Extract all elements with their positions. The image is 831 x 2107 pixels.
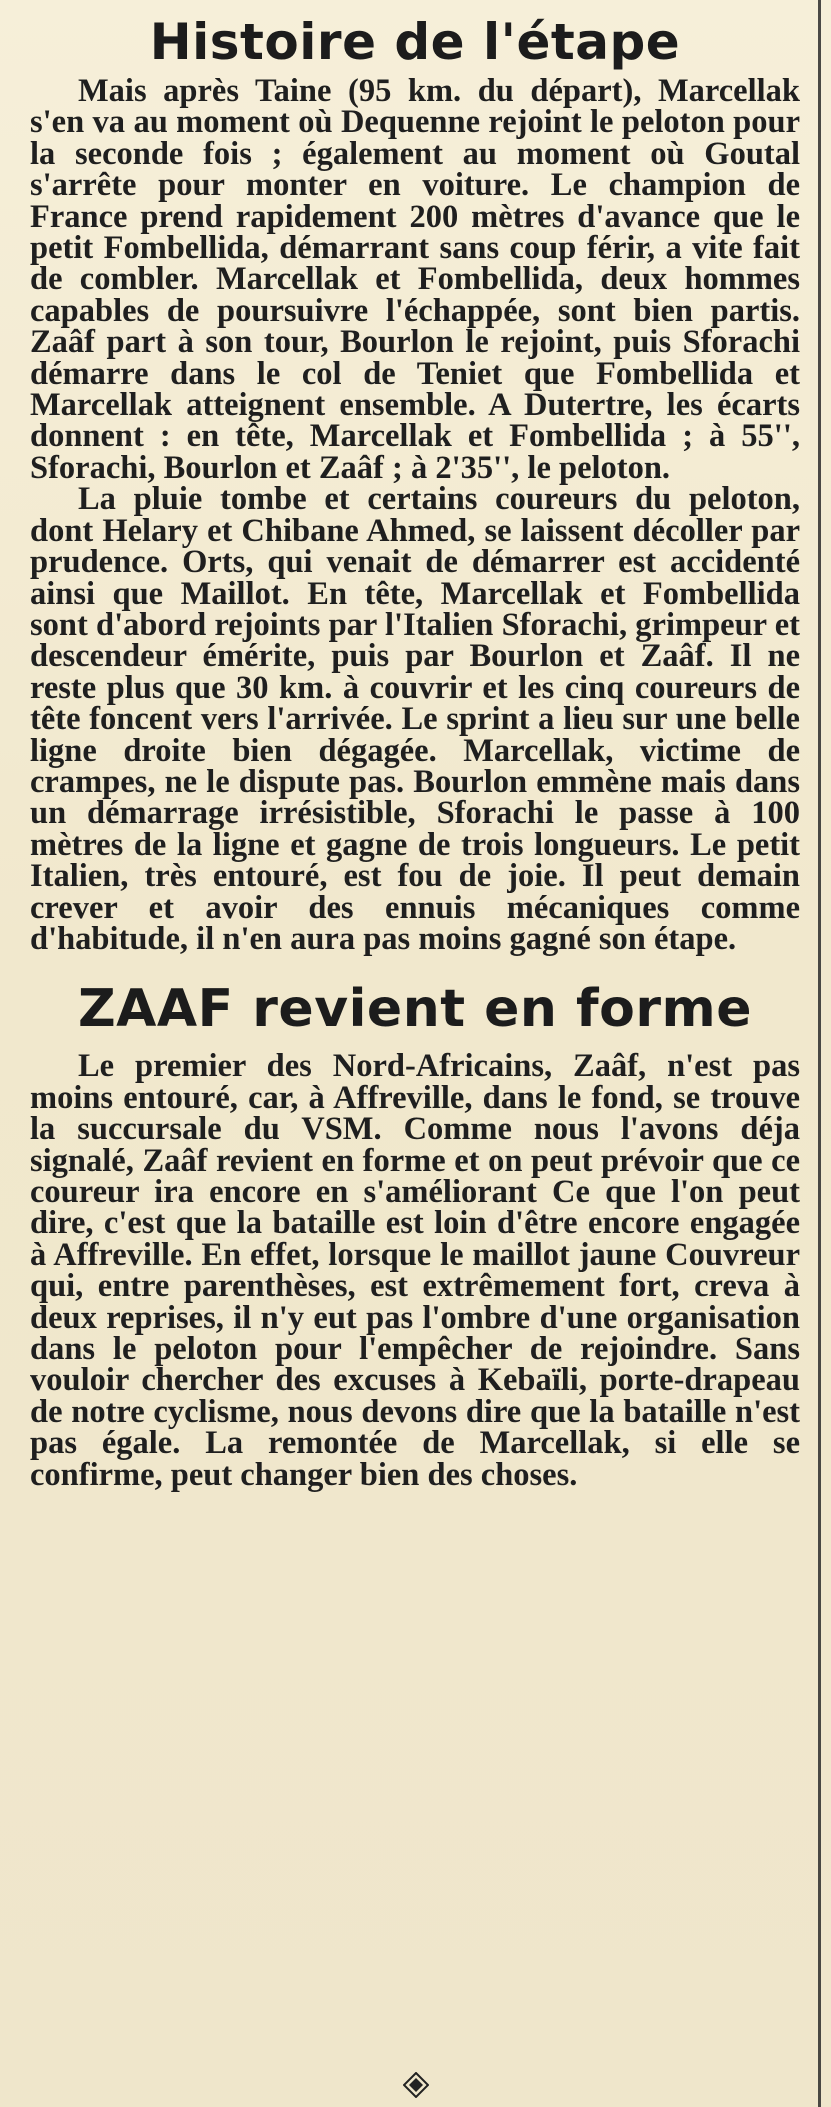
column-rule [818, 0, 821, 2107]
article-column [30, 10, 800, 1491]
section-title: ZAAF revient en forme [77, 979, 753, 1040]
article-paragraph: La pluie tombe et certains coureurs du peloton, dont Helary et Chibane Ahmed, se laissent décoller par prudence. Orts, qui venait de démarrer est accidenté ainsi que Maillot. En tête, Marcellak et Fombellida sont d'abord rejoints par l'Italien Sforachi, grimpeur et descendeur émérite, puis par Bourlon et Zaâf. Il ne reste plus que 30 km. à couvrir et les cinq coureurs de tête foncent vers l'arrivée. Le sprint a lieu sur une belle ligne droite bien dégagée. Marcellak, victime de crampes, ne le dispute pas. Bourlon emmène mais dans un démarrage irrésistible, Sforachi le passe à 100 mètres de la ligne et gagne de trois longueurs. Le petit Italien, très entouré, est fou de joie. Il peut demain crever et avoir des ennuis mécaniques comme d'habitude, il n'en aura pas moins gagné son étape. [30, 481, 800, 957]
end-ornament [0, 2072, 831, 2103]
article-title: Histoire de l'étape [149, 13, 681, 71]
article-paragraph: Mais après Taine (95 km. du départ), Marcellak s'en va au moment où Dequenne rejoint le peloton pour la seconde fois ; également au moment où Goutal s'arrête pour monter en voiture. Le champion de France prend rapidement 200 mètres d'avance que le petit Fombellida, démarrant sans coup férir, a vite fait de combler. Marcellak et Fombellida, deux hommes capables de poursuivre l'échappée, sont bien partis. Zaâf part à son tour, Bourlon le rejoint, puis Sforachi démarre dans le col de Teniet que Fombellida et Marcellak atteignent ensemble. A Dutertre, les écarts donnent : en tête, Marcellak et Fombellida ; à 55'', Sforachi, Bourlon et Zaâf ; à 2'35'', le peloton. [30, 73, 800, 486]
diamond-ornament-icon [403, 2072, 429, 2098]
article-paragraph: Le premier des Nord-Africains, Zaâf, n'est pas moins entouré, car, à Affreville, dans le fond, se trouve la succursale du VSM. Comme nous l'avons déja signalé, Zaâf revient en forme et on peut prévoir que ce coureur ira encore en s'améliorant Ce que l'on peut dire, c'est que la bataille est loin d'être encore engagée à Affreville. En effet, lorsque le maillot jaune Couvreur qui, entre parenthèses, est extrêmement fort, creva à deux reprises, il n'y eut pas l'ombre d'une organisation dans le peloton pour l'empêcher de rejoindre. Sans vouloir chercher des excuses à Kebaïli, porte-drapeau de notre cyclisme, nous devons dire que la bataille n'est pas égale. La remontée de Marcellak, si elle se confirme, peut changer bien des choses. [30, 1048, 800, 1493]
